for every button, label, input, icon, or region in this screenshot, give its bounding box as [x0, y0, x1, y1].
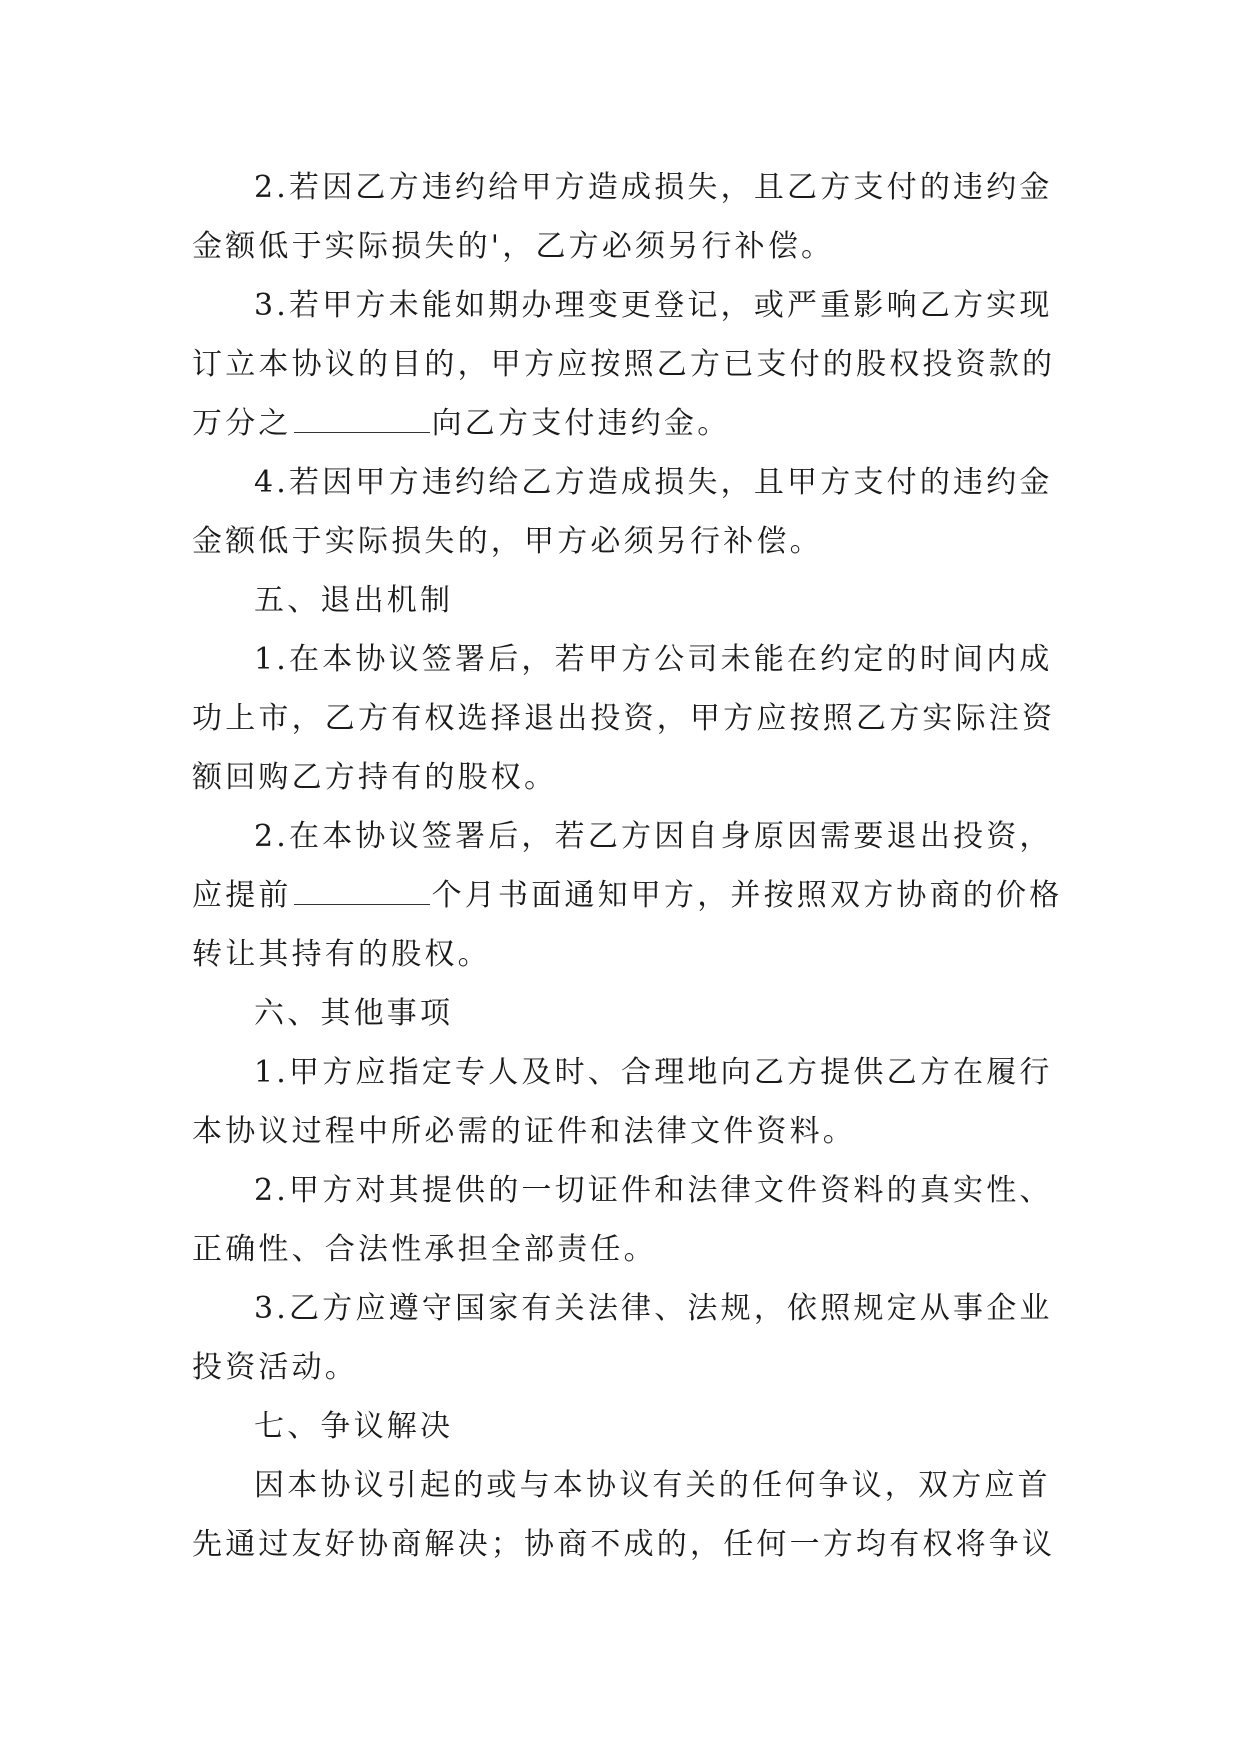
clause-5-1-line-1: 1.在本协议签署后，若甲方公司未能在约定的时间内成: [254, 642, 1053, 677]
clause-4-2-line-2: 金额低于实际损失的'，乙方必须另行补偿。: [192, 229, 835, 264]
clause-4-2-line-1: 2.若因乙方违约给甲方造成损失，且乙方支付的违约金: [254, 170, 1053, 205]
clause-6-2-line-2: 正确性、合法性承担全部责任。: [192, 1232, 657, 1267]
clause-4-3-line-2: 订立本协议的目的，甲方应按照乙方已支付的股权投资款的: [192, 347, 1056, 382]
section-heading-exit-mechanism: 五、退出机制: [254, 583, 454, 618]
clause-7-line-2: 先通过友好协商解决；协商不成的，任何一方均有权将争议: [192, 1527, 1056, 1562]
section-heading-other-matters: 六、其他事项: [254, 996, 454, 1031]
clause-4-4-line-1: 4.若因甲方违约给乙方造成损失，且甲方支付的违约金: [254, 465, 1053, 500]
clause-5-2-line-2: [192, 866, 1072, 925]
clause-6-3-line-1: 3.乙方应遵守国家有关法律、法规，依照规定从事企业: [254, 1291, 1053, 1326]
clause-6-1-line-1: 1.甲方应指定专人及时、合理地向乙方提供乙方在履行: [254, 1055, 1053, 1090]
clause-5-2-text-after-blank: 个月书面通知甲方，并按照双方协商的价格: [431, 878, 1063, 913]
section-heading-dispute-resolution: 七、争议解决: [254, 1409, 454, 1444]
clause-4-3-line-3: [192, 394, 1072, 453]
fill-in-blank: [294, 408, 430, 433]
clause-4-3-text-before-blank: 万分之: [192, 406, 292, 441]
clause-5-1-line-2: 功上市，乙方有权选择退出投资，甲方应按照乙方实际注资: [192, 701, 1056, 736]
clause-6-3-line-2: 投资活动。: [192, 1350, 358, 1385]
clause-6-1-line-2: 本协议过程中所必需的证件和法律文件资料。: [192, 1114, 856, 1149]
clause-5-2-line-3: 转让其持有的股权。: [192, 937, 491, 972]
clause-7-line-1: 因本协议引起的或与本协议有关的任何争议，双方应首: [254, 1468, 1051, 1503]
clause-4-4-line-2: 金额低于实际损失的，甲方必须另行补偿。: [192, 524, 823, 559]
clause-5-2-line-1: 2.在本协议签署后，若乙方因自身原因需要退出投资，: [254, 819, 1053, 854]
clause-5-1-line-3: 额回购乙方持有的股权。: [192, 760, 558, 795]
clause-4-3-line-1: 3.若甲方未能如期办理变更登记，或严重影响乙方实现: [254, 288, 1053, 323]
clause-6-2-line-1: 2.甲方对其提供的一切证件和法律文件资料的真实性、: [254, 1173, 1053, 1208]
clause-5-2-text-before-blank: 应提前: [192, 878, 292, 913]
document-body: [192, 158, 1072, 1574]
clause-4-3-text-after-blank: 向乙方支付违约金。: [431, 406, 731, 441]
fill-in-blank: [294, 880, 430, 905]
